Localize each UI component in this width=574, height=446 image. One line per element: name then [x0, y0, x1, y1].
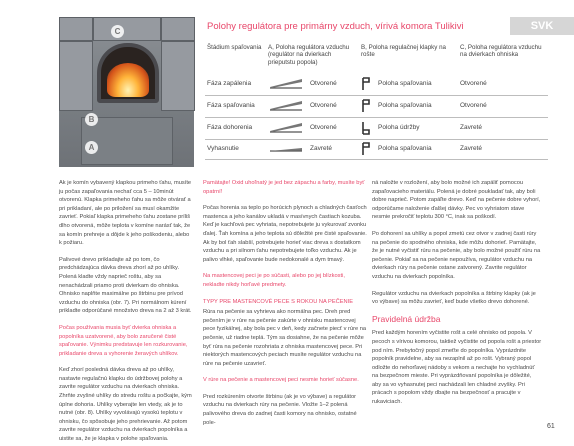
paragraph: Palivové drevo prikladajte až po tom, čo predchádzajúca dávka dreva zhorí až po uhlíky. Polená kladte vždy naprieč roštu, aby sa nenachádzali priamo proti dvierkam do ohniska. Ohnisko naplňte maximálne po štrbinu pre prívod vzduchu do ohniska (obr. 7). Pri normálnom kúrení prikladte odporúčané množstvo dreva na 2 až 3 krát. [59, 256, 192, 315]
paragraph: Ak je komín vybavený klapkou primeho ťahu, musíte ju počas zapaľovania nechať cca 5 – 10minút otvorenú. Klapka primeheho ťahu sa môže otvárať a pri prikladaní, ale po priložení sa musí okamžite zavrieť. Pokiaľ klapka primeheho ťahu zostane príliš dlho otvorená, môže teplota v komíne narásť tak, že sa komín prehreje a dôjde k jeho poškodeniu, alebo k požiaru. [59, 180, 192, 247]
regulator-open-icon [268, 76, 306, 90]
table-row-divider [205, 95, 548, 96]
table-row-divider [205, 139, 548, 140]
warning-paragraph: Na mastencovej peci je po súčasti, alebo po jej blízkosti, nekladte nikdy horľavé predmety. [203, 273, 345, 288]
paragraph: Počas horenia sa teplo po horúcich plynoch a chladných časťoch mastenca a jeho kanálov ukladá v masívnych častiach kozuba. Keď je kachľová pec vyhriata, nepotrebujete ju vykurovať zvonku ďalej. Ťah komína a jeho teplota sú dôležité pre čisté spaľovanie. Ak by bol ťah slabší, potrebujete horieť viac dreva s dostatkom vzduchu a pri silnom ťahu nepotrebujete toľko vzduchu. Ak je palivo vlhké, spaľovanie bude nedokonalé a dym tmavý. [203, 205, 367, 263]
warning-paragraph: Pamätajte! Oxid uhoľnatý je jed bez zápachu a farby, musíte byť opatrní! [203, 180, 365, 195]
table-cell-b: Poloha spaľovania [378, 102, 432, 109]
regulator-closed-icon [268, 143, 306, 153]
grate-damper-icon [361, 141, 373, 157]
table-cell-b: Poloha údržby [378, 124, 420, 131]
table-cell-c: Zavreté [460, 145, 483, 152]
paragraph: Keď zhorí posledná dávka dreva až po uhlíky, nastavte regulačnú klapku do údržbovej polohy a zavrite regulátor vzduchu na dvierkach ohniska. Zhrňte zvyšné uhlíky do stredu roštu a počkajte, kým úplne dohoria. Uhlíky vyberajte len vtedy, ak je to nutné (obr. 8). Uhlíky vyvolávajú vysokú teplotu v ohnisku, čo spôsobuje jeho prehrievanie. Až potom zavrite regulátor vzduchu na dvierkach popolníka a uistite sa, že je klapka v polohe spaľovania. [59, 367, 192, 443]
table-row-divider [205, 159, 548, 160]
warning-paragraph: Počas používania musia byť dvierka ohniska a popolníka uzatvorené, aby bolo zaručené čisté spaľovanie. Výnimku predstavuje len rozkurovanie, prikladanie dreva a vyhorenie žeravých uhlíkov. [59, 324, 188, 357]
warning-paragraph: V rúre na pečenie a mastencovej peci nesmie horieť súčasne. [203, 377, 359, 384]
table-row-stage: Fáza zapálenia [207, 80, 252, 87]
grate-damper-icon [361, 76, 373, 92]
table-cell-b: Poloha spaľovania [378, 80, 432, 87]
table-cell-c: Otvorené [460, 80, 487, 87]
stove-tile [161, 17, 195, 41]
language-tag: SVK [510, 17, 574, 35]
section-heading: Pravidelná údržba [372, 313, 441, 324]
section-caps-heading: TYPY PRE MASTENCOVÉ PECE S ROKOU NA PEČENIE [203, 298, 354, 305]
col-header-a: A, Poloha regulátora vzduchu (regulátor na dvierkach prieputstu popola) [268, 44, 350, 66]
stove-tile [59, 17, 93, 41]
table-row-stage: Vyhasnutie [207, 145, 239, 152]
table-cell-a: Otvorené [310, 80, 337, 87]
table-cell-a: Otvorené [310, 102, 337, 109]
stove-tile [59, 41, 93, 111]
paragraph: Rúra na pečenie sa vyhrieva ako normálna pec. Dreh pred pečením je v rúre na pečenie zakúrte v ohnisku mastencovej pece fyzikálnej, aby bola pec v deň, kedy začnete piecť v rúre na pečenie, už riadne teplá. Tým sa dosiahne, že na pečenie môže byť rúra na pečenie rozohriata z ohniska mastencovej pece. Pri niektorých mastencových peciach musíte regulátor vzduchu na rúre na pečenie uzavrieť. [203, 309, 367, 367]
text-column-3 [372, 179, 542, 419]
text-column-2 [203, 179, 368, 441]
paragraph: ná naložte v rozložení, aby bolo možné ich zapáliť pomocou zapaľovacieho materiálu. Polená je dobré poukladať tak, aby boli dobre naprieč. Potom zapáľte drevo. Keď na pečenie dobre vyhorí, odporúčame naloženie ďalšej dávky. Pec vo vyhriatom stave nesmie prekročiť teplotu 300 °C, inak sa poškodí. [372, 180, 541, 221]
marker-b: B [85, 113, 98, 126]
marker-a: A [85, 141, 98, 154]
stove-tile [161, 41, 195, 111]
fire [107, 63, 149, 97]
table-row-stage: Fáza spaľovania [207, 102, 255, 109]
table-row-divider [205, 117, 548, 118]
paragraph: Po dohorení sa uhlíky a popol zmetú cez otvor v zadnej časti rúry na pečenie do spodného ohniska, kde môžu dohorieť. Pamätajte, že je nutné vyčistiť rúru na pečenie, aby bolo možné použiť rúru na pečenie. Pokiaľ sa na pečenie nepoužíva, regulátor vzduchu na dvierkach rúry na pečenie ostane zatvorený. Zavrite regulátor vzduchu na dvierkach popolníka. [372, 230, 541, 280]
table-cell-b: Poloha spaľovania [378, 145, 432, 152]
stove-tile [93, 17, 161, 41]
col-header-stage: Štádium spaľovania [207, 44, 262, 51]
paragraph: Regulátor vzduchu na dvierkach popolníka a štrbiny klapky (ak je vo výbave) sa môžu zavrieť, keď bude všetko drevo dohorené. [372, 290, 536, 306]
marker-c: C [111, 25, 124, 38]
table-cell-c: Zavreté [460, 124, 483, 131]
text-column-1 [59, 179, 193, 443]
paragraph: Pred rozkúrením otvorte štrbinu (ak je vo výbave) a regulátor vzduchu na dvierkach rúry na pečenie. Vložte 1–2 polená palivového dreva do zadnej časti komory na ohnisko, ostatné pole- [203, 393, 357, 426]
page-title: Polohy regulátora pre primárny vzduch, vírivá komora Tulikivi [207, 21, 464, 32]
grate-damper-maintenance-icon [361, 120, 373, 136]
table-cell-a: Otvorené [310, 124, 337, 131]
regulator-open-icon [268, 120, 306, 134]
col-header-b: B, Poloha regulačnej klapky na rošte [361, 44, 446, 59]
grate-damper-icon [361, 98, 373, 114]
table-cell-a: Zavreté [310, 145, 333, 152]
paragraph: Pred každým horením vyčistite rošt a celé ohnisko od popola. V pecoch s vírivou komorou, taktiež vyčistite od popola rošt a priestor pod ním. Prebytočný popol zmeťte do popolníka. Vyprázdnite popolník pravidelne, aby sa nezaplnil až po rošt. Vybraný popol odložte do nehorľavej nádoby s vekom a nechajte ho vychladnúť na bezpečnom mieste. Pri vyprázdňovaní popolníka je dôležité, aby sa vo vyhasnutej peci nachádzali len chladné zvyšky. Pri prácach s popolom vždy dbajte na bezpečnosť a pracujte v rukaviciach. [372, 330, 542, 406]
table-cell-c: Otvorené [460, 102, 487, 109]
regulator-open-icon [268, 98, 306, 112]
table-row-stage: Fáza dohorenia [207, 124, 253, 131]
stove-photo [59, 17, 194, 167]
col-header-c: C, Poloha regulátora vzduchu na dvierkach ohniska [460, 44, 542, 59]
page-number: 61 [547, 423, 555, 430]
